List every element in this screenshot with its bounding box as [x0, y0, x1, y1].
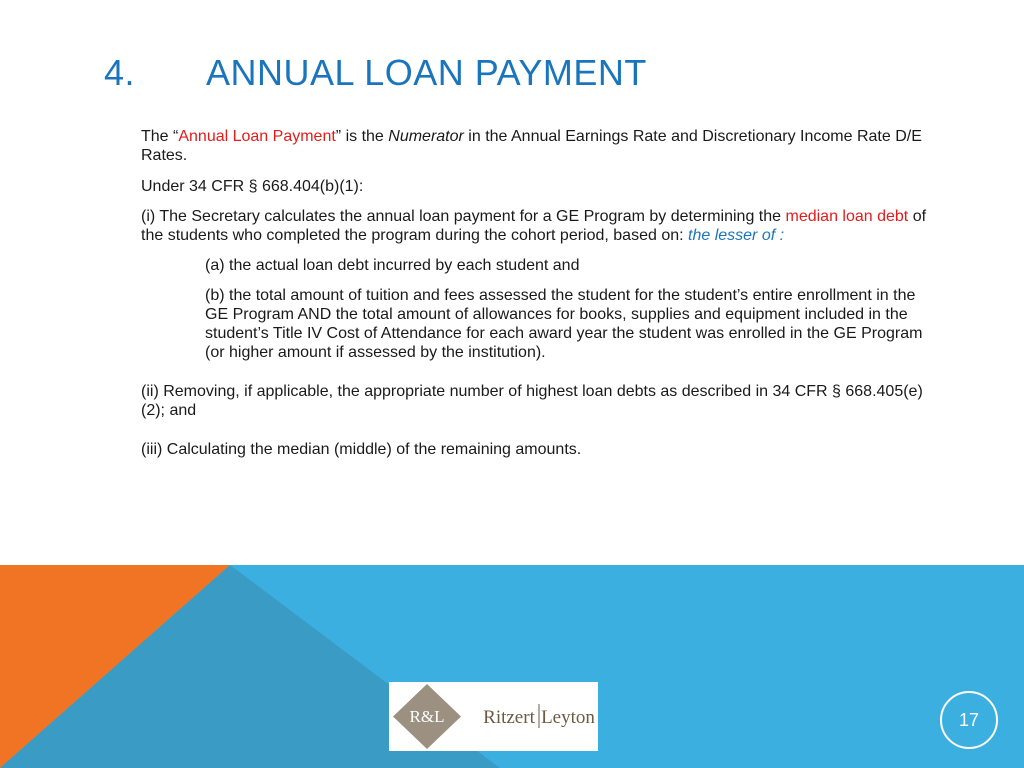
italic-numerator: Numerator — [388, 128, 464, 145]
logo-name-right: Leyton — [541, 707, 595, 728]
paragraph-item-a: (a) the actual loan debt incurred by each student and — [205, 257, 580, 274]
slide-body — [141, 127, 931, 459]
paragraph-item-i: (i) The Secretary calculates the annual loan payment for a GE Program by determining the median loan debt of the students who completed the program during the cohort period, based on: the lesser of : — [141, 208, 927, 244]
company-logo — [389, 682, 598, 751]
highlight-median-loan-debt: median loan debt — [785, 208, 909, 225]
logo-monogram: R&L — [409, 707, 445, 726]
paragraph-item-ii: (ii) Removing, if applicable, the appropriate number of highest loan debts as described in 34 CFR § 668.405(e)(2); and — [141, 383, 923, 419]
slide-title — [104, 52, 647, 94]
logo-graphic — [389, 682, 598, 751]
logo-name-left: Ritzert — [483, 707, 535, 728]
page-number-badge: 17 — [940, 691, 998, 749]
highlight-annual-loan-payment: Annual Loan Payment — [178, 128, 336, 145]
emphasis-lesser-of: the lesser of : — [688, 227, 785, 244]
paragraph-intro: The “Annual Loan Payment” is the Numerator in the Annual Earnings Rate and Discretionary Income Rate D/E Rates. — [141, 128, 922, 164]
paragraph-item-b: (b) the total amount of tuition and fees assessed the student for the student’s entire enrollment in the GE Program AND the total amount of allowances for books, supplies and equipment included in the student’s Title IV Cost of Attendance for each award year the student was enrolled in the GE Program (or higher amount if assessed by the institution). — [205, 287, 923, 361]
title-text: ANNUAL LOAN PAYMENT — [206, 52, 647, 93]
section-number: 4. — [104, 52, 136, 93]
paragraph-item-iii: (iii) Calculating the median (middle) of the remaining amounts. — [141, 441, 582, 458]
paragraph-regulation: Under 34 CFR § 668.404(b)(1): — [141, 178, 364, 195]
